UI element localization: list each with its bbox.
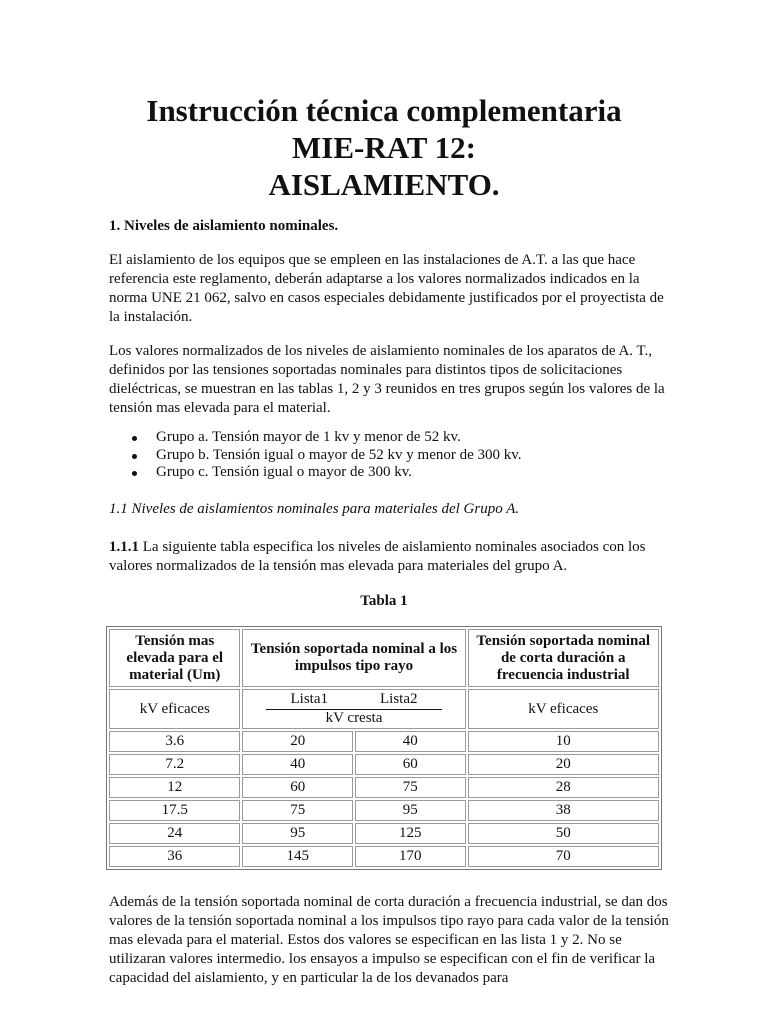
bullet-icon bbox=[132, 454, 137, 459]
title-line-3: AISLAMIENTO. bbox=[268, 167, 500, 202]
table-row bbox=[109, 731, 659, 752]
paragraph-1: El aislamiento de los equipos que se empleen en las instalaciones de A.T. a las que hace referencia este reglamento, deberán adaptarse a los valores normalizados indicados en la norma UNE 21 062, salvo en casos especiales debidamente justificados por el proyectista de la instalación. bbox=[109, 252, 664, 325]
table-units-row bbox=[109, 689, 659, 729]
insulation-table bbox=[106, 626, 662, 870]
unit-col2 bbox=[242, 689, 465, 729]
cell-lista2: 60 bbox=[355, 754, 466, 775]
lista-labels bbox=[266, 691, 441, 710]
cell-lista2: 75 bbox=[355, 777, 466, 798]
list-item-text: Grupo c. Tensión igual o mayor de 300 kv. bbox=[156, 464, 412, 480]
cell-kv-eficaces: 50 bbox=[468, 823, 660, 844]
paragraph-2: Los valores normalizados de los niveles de aislamiento nominales de los aparatos de A. T., definidos por las tensiones soportadas nominales para distintos tipos de solicitaciones dieléctricas, se muestran en las tablas 1, 2 y 3 reunidos en tres grupos según los valores de la tensión mas elevada para el material. bbox=[109, 343, 665, 416]
list-item-text: Grupo b. Tensión igual o mayor de 52 kv y menor de 300 kv. bbox=[156, 446, 522, 463]
cell-um: 17.5 bbox=[109, 800, 240, 821]
cell-um: 3.6 bbox=[109, 731, 240, 752]
table-caption: Tabla 1 bbox=[360, 593, 408, 609]
cell-lista2: 95 bbox=[355, 800, 466, 821]
bullet-icon bbox=[132, 436, 137, 441]
header-max-voltage: Tensión mas elevada para el material (Um) bbox=[109, 629, 240, 687]
bullet-icon bbox=[132, 471, 137, 476]
cell-um: 36 bbox=[109, 846, 240, 867]
list-item bbox=[109, 447, 522, 465]
group-list bbox=[109, 429, 522, 482]
cell-um: 7.2 bbox=[109, 754, 240, 775]
lista1-label: Lista1 bbox=[290, 691, 328, 707]
cell-lista1: 60 bbox=[242, 777, 353, 798]
subsection-heading: 1.1 Niveles de aislamientos nominales para materiales del Grupo A. bbox=[109, 501, 520, 517]
cell-lista1: 75 bbox=[242, 800, 353, 821]
cell-kv-eficaces: 38 bbox=[468, 800, 660, 821]
header-power-frequency: Tensión soportada nominal de corta duración a frecuencia industrial bbox=[468, 629, 660, 687]
cell-kv-eficaces: 10 bbox=[468, 731, 660, 752]
title-line-1: Instrucción técnica complementaria bbox=[146, 93, 622, 128]
table-row bbox=[109, 846, 659, 867]
unit-col3: kV eficaces bbox=[468, 689, 660, 729]
cell-lista1: 145 bbox=[242, 846, 353, 867]
cell-um: 24 bbox=[109, 823, 240, 844]
cell-kv-eficaces: 20 bbox=[468, 754, 660, 775]
list-item-text: Grupo a. Tensión mayor de 1 kv y menor de 52 kv. bbox=[156, 429, 461, 445]
table-header-row bbox=[109, 629, 659, 687]
table-row bbox=[109, 777, 659, 798]
table-row bbox=[109, 823, 659, 844]
cell-lista1: 40 bbox=[242, 754, 353, 775]
cell-lista1: 20 bbox=[242, 731, 353, 752]
kv-cresta-label: kV cresta bbox=[325, 710, 383, 726]
section-heading: 1. Niveles de aislamiento nominales. bbox=[109, 218, 339, 234]
page-title bbox=[0, 92, 768, 203]
header-lightning-impulse: Tensión soportada nominal a los impulsos tipo rayo bbox=[242, 629, 465, 687]
paragraph-4: Además de la tensión soportada nominal de corta duración a frecuencia industrial, se dan dos valores de la tensión soportada nominal a los impulsos tipo rayo para cada valor de la tensión mas elevada para el material. Estos dos valores se especifican en las lista 1 y 2. No se utilizaran valores intermedio. los ensayos a impulso se especifican con el fin de verificar la capacidad del aislamiento, y en particular la de los devanados para bbox=[109, 894, 669, 986]
lista2-label: Lista2 bbox=[380, 691, 418, 707]
paragraph-3-text: La siguiente tabla especifica los niveles de aislamiento nominales asociados con los valores normalizados de la tensión mas elevada para materiales del grupo A. bbox=[109, 539, 646, 574]
unit-col1: kV eficaces bbox=[109, 689, 240, 729]
cell-lista1: 95 bbox=[242, 823, 353, 844]
paragraph-3 bbox=[109, 538, 669, 576]
paragraph-3-number: 1.1.1 bbox=[109, 539, 139, 555]
list-item bbox=[109, 464, 522, 482]
cell-kv-eficaces: 28 bbox=[468, 777, 660, 798]
title-line-2: MIE-RAT 12: bbox=[292, 130, 476, 165]
cell-lista2: 170 bbox=[355, 846, 466, 867]
cell-um: 12 bbox=[109, 777, 240, 798]
cell-lista2: 125 bbox=[355, 823, 466, 844]
table-row bbox=[109, 754, 659, 775]
table-row bbox=[109, 800, 659, 821]
cell-lista2: 40 bbox=[355, 731, 466, 752]
cell-kv-eficaces: 70 bbox=[468, 846, 660, 867]
list-item bbox=[109, 429, 522, 447]
